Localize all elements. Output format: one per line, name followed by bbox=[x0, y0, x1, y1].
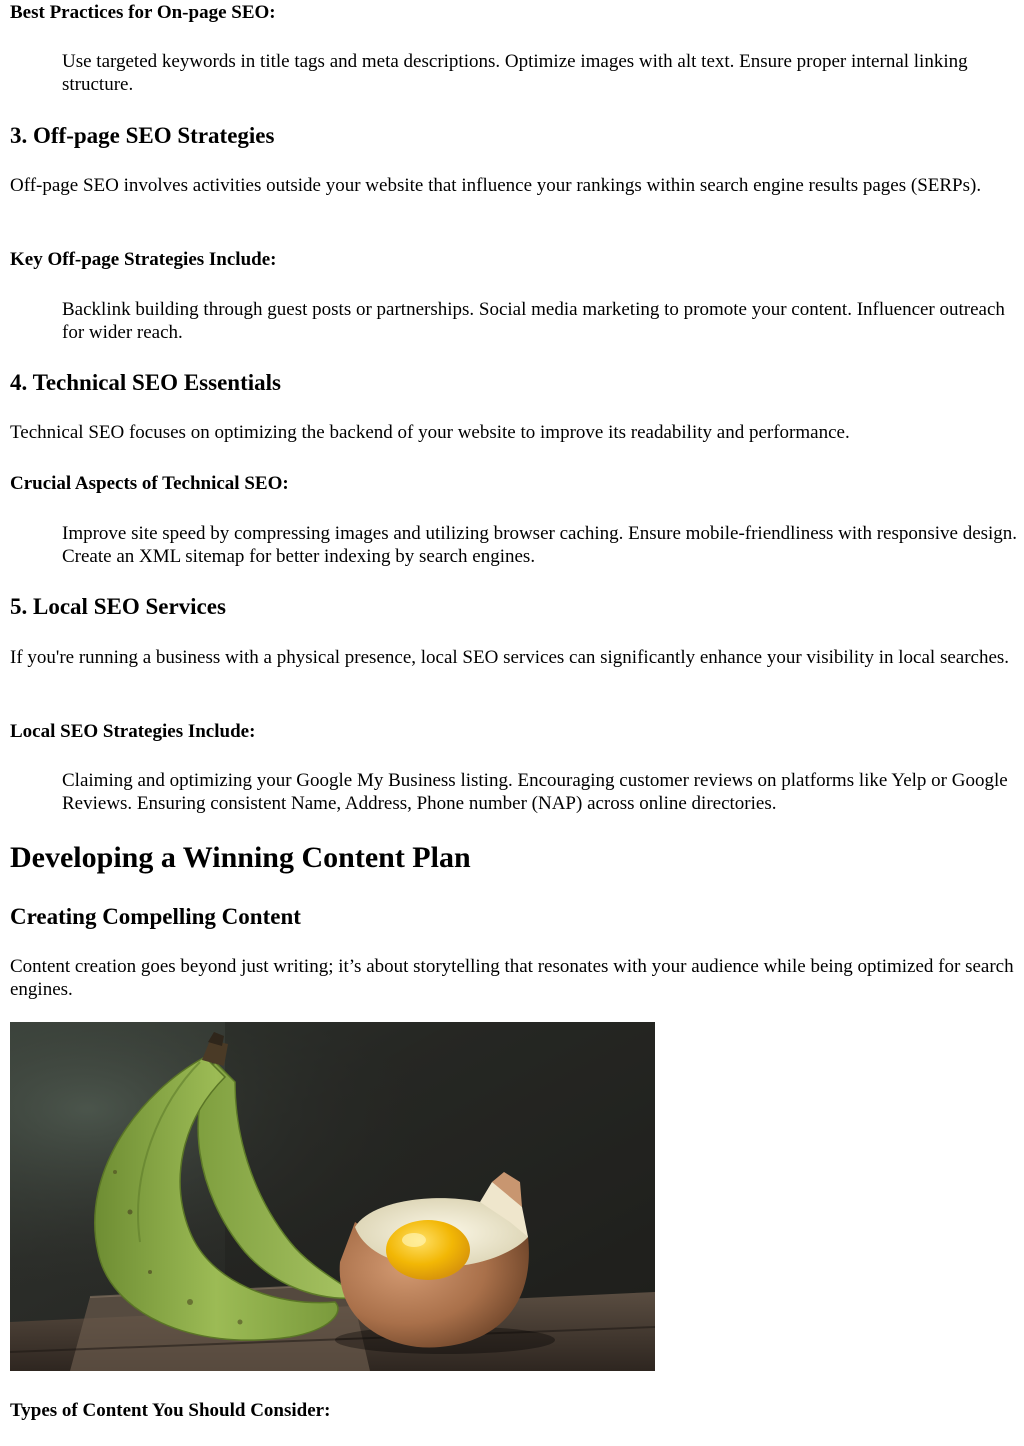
technical-intro-paragraph: Technical SEO focuses on optimizing the backend of your website to improve its readability and performance. bbox=[10, 422, 850, 443]
compelling-content-heading: Creating Compelling Content bbox=[10, 904, 301, 929]
local-section-heading: 5. Local SEO Services bbox=[10, 594, 226, 619]
onpage-best-practices-quote: Use targeted keywords in title tags and meta descriptions. Optimize images with alt text. Ensure proper internal linking structure. bbox=[62, 51, 968, 95]
offpage-intro-paragraph: Off-page SEO involves activities outside your website that influence your rankings within search engine results pages (SERPs). bbox=[10, 175, 982, 196]
technical-aspects-quote: Improve site speed by compressing images and utilizing browser caching. Ensure mobile-friendliness with responsive design. Create an XML sitemap for better indexing by search engines. bbox=[62, 523, 1018, 567]
local-intro-paragraph: If you're running a business with a physical presence, local SEO services can significantly enhance your visibility in local searches. bbox=[10, 647, 1010, 668]
technical-aspects-heading: Crucial Aspects of Technical SEO: bbox=[10, 473, 289, 494]
offpage-section-heading: 3. Off-page SEO Strategies bbox=[10, 123, 275, 148]
local-strategies-quote: Claiming and optimizing your Google My Business listing. Encouraging customer reviews on platforms like Yelp or Google Reviews. Ensuring consistent Name, Address, Phone number (NAP) across online directories. bbox=[62, 770, 1008, 814]
technical-section-heading: 4. Technical SEO Essentials bbox=[10, 370, 281, 395]
offpage-key-strategies-heading: Key Off-page Strategies Include: bbox=[10, 249, 277, 270]
types-of-content-heading: Types of Content You Should Consider: bbox=[10, 1400, 331, 1421]
offpage-key-strategies-quote: Backlink building through guest posts or partnerships. Social media marketing to promote your content. Influencer outreach for wider reach. bbox=[62, 299, 1005, 343]
compelling-content-paragraph: Content creation goes beyond just writing; it’s about storytelling that resonates with your audience while being optimized for search engines. bbox=[10, 956, 1014, 1000]
content-plan-heading: Developing a Winning Content Plan bbox=[10, 841, 471, 874]
banana-egg-still-life-image bbox=[10, 1022, 655, 1371]
onpage-best-practices-heading: Best Practices for On-page SEO: bbox=[10, 2, 276, 23]
local-strategies-heading: Local SEO Strategies Include: bbox=[10, 721, 256, 742]
